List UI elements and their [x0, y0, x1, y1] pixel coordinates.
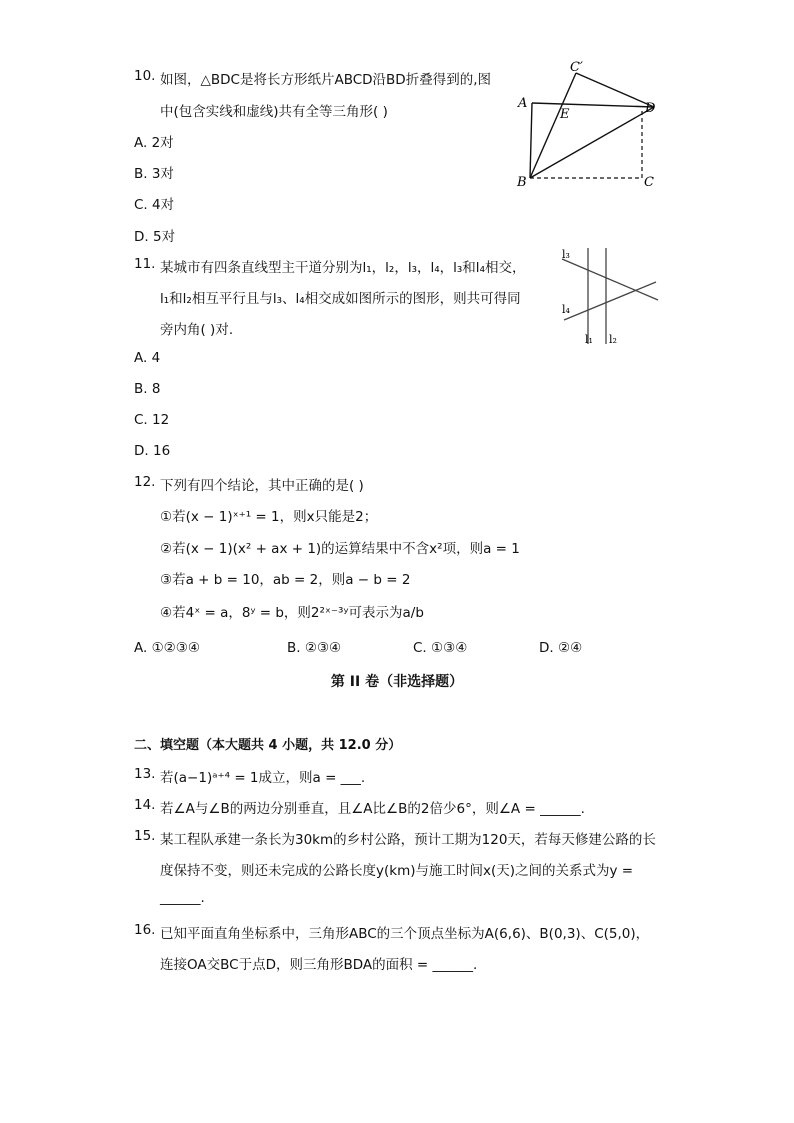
vertex-label: B [517, 175, 527, 190]
question-text: l₁和l₂相互平行且与l₃、l₄相交成如图所示的图形，则共可得同 [160, 291, 521, 307]
answer-option-d: D. ②④ [539, 640, 583, 656]
question-number: 13. [134, 766, 156, 782]
vertex-label: C′ [570, 60, 583, 75]
question-number: 11. [134, 256, 156, 272]
answer-option-a: A. 2对 [134, 135, 174, 151]
question-number: 16. [134, 922, 156, 938]
statement-item: ①若(x − 1)ˣ⁺¹ = 1，则x只能是2； [160, 509, 378, 525]
question-number: 10. [134, 68, 156, 84]
answer-option-b: B. ②③④ [287, 640, 342, 656]
statement-item: ②若(x − 1)(x² + ax + 1)的运算结果中不含x²项，则a = 1 [160, 541, 520, 557]
folded-rectangle-figure [512, 58, 672, 193]
question-text: 如图，△BDC是将长方形纸片ABCD沿BD折叠得到的,图 [160, 72, 491, 88]
statement-item: ③若a + b = 10，ab = 2，则a − b = 2 [160, 572, 411, 588]
question-number: 14. [134, 797, 156, 813]
line-label: l₁ [585, 333, 593, 346]
line-label: l₄ [562, 303, 570, 316]
statement-item: ④若4ˣ = a，8ʸ = b，则2²ˣ⁻³ʸ可表示为a/b [160, 605, 424, 621]
answer-option-c: C. 4对 [134, 197, 175, 213]
question-text: 连接OA交BC于点D，则三角形BDA的面积 = ______. [160, 957, 478, 973]
answer-option-b: B. 8 [134, 381, 161, 397]
answer-option-a: A. ①②③④ [134, 640, 200, 656]
vertex-label: E [560, 107, 570, 122]
question-text: 若(a−1)ᵃ⁺⁴ = 1成立，则a = ___. [160, 770, 366, 786]
answer-option-d: D. 5对 [134, 229, 176, 245]
answer-option-a: A. 4 [134, 350, 161, 366]
vertex-label: A [518, 96, 528, 111]
question-text: 旁内角( )对. [160, 322, 234, 338]
answer-option-b: B. 3对 [134, 166, 174, 182]
question-text: 某城市有四条直线型主干道分别为l₁，l₂，l₃，l₄，l₃和l₄相交， [160, 260, 526, 276]
question-text: 中(包含实线和虚线)共有全等三角形( ) [160, 104, 388, 120]
line-label: l₂ [609, 333, 617, 346]
question-number: 15. [134, 828, 156, 844]
line-label: l₃ [562, 248, 570, 261]
question-text: 下列有四个结论，其中正确的是( ) [160, 478, 364, 494]
intersecting-lines-figure [556, 244, 666, 354]
question-text: 度保持不变，则还未完成的公路长度y(km)与施工时间x(天)之间的关系式为y = [160, 863, 634, 879]
vertex-label: C [644, 175, 654, 190]
question-text: 某工程队承建一条长为30km的乡村公路，预计工期为120天，若每天修建公路的长 [160, 832, 656, 848]
question-text: 已知平面直角坐标系中，三角形ABC的三个顶点坐标为A(6,6)、B(0,3)、C(5,0)， [160, 926, 650, 942]
question-number: 12. [134, 474, 156, 490]
question-text: 若∠A与∠B的两边分别垂直，且∠A比∠B的2倍少6°，则∠A = ______. [160, 801, 585, 817]
answer-option-d: D. 16 [134, 443, 171, 459]
part-title: 第 II 卷（非选择题） [330, 674, 464, 690]
vertex-label: D [645, 101, 656, 116]
answer-option-c: C. 12 [134, 412, 170, 428]
question-text: ______. [160, 890, 205, 906]
section-title: 二、填空题（本大题共 4 小题，共 12.0 分） [134, 738, 402, 753]
answer-option-c: C. ①③④ [413, 640, 468, 656]
